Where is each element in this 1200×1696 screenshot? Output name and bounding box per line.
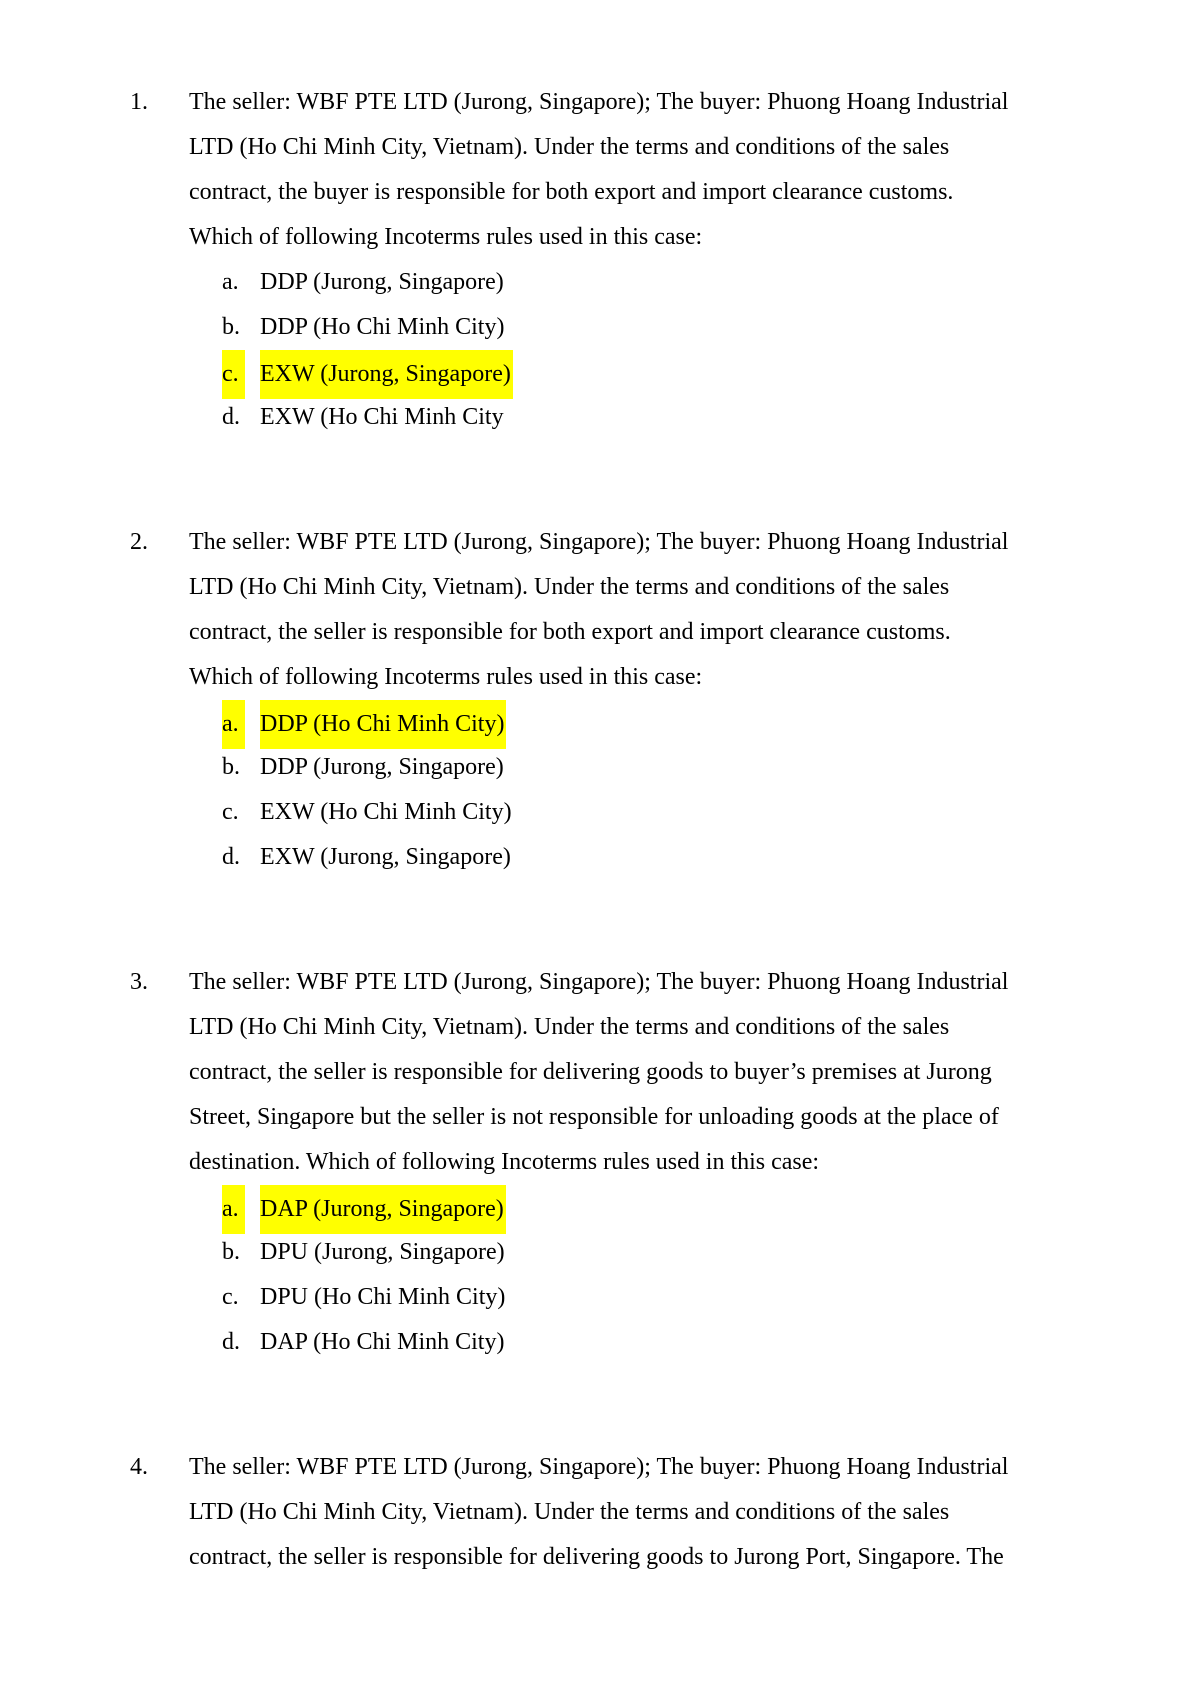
question-line: LTD (Ho Chi Minh City, Vietnam). Under the terms and conditions of the sales bbox=[189, 574, 950, 600]
question-line: LTD (Ho Chi Minh City, Vietnam). Under the terms and conditions of the sales bbox=[189, 1014, 950, 1040]
question-line: Street, Singapore but the seller is not responsible for unloading goods at the place of bbox=[189, 1104, 999, 1130]
option-text: DAP (Jurong, Singapore) bbox=[260, 1185, 506, 1234]
question-number: 2. bbox=[130, 529, 148, 555]
question-line: The seller: WBF PTE LTD (Jurong, Singapore); The buyer: Phuong Hoang Industrial bbox=[189, 1454, 1009, 1480]
question-text bbox=[189, 960, 1099, 1185]
option-letter: b. bbox=[222, 1239, 240, 1265]
question-number: 1. bbox=[130, 89, 148, 115]
question-text bbox=[189, 80, 1099, 260]
question-line: contract, the seller is responsible for both export and import clearance customs. bbox=[189, 619, 951, 645]
question-number: 4. bbox=[130, 1454, 148, 1480]
option-text: DDP (Ho Chi Minh City) bbox=[260, 700, 506, 749]
question-line: Which of following Incoterms rules used in this case: bbox=[189, 224, 703, 250]
question-line: LTD (Ho Chi Minh City, Vietnam). Under the terms and conditions of the sales bbox=[189, 1499, 950, 1525]
option-text: EXW (Jurong, Singapore) bbox=[260, 844, 511, 870]
option-text: DPU (Ho Chi Minh City) bbox=[260, 1284, 506, 1310]
question-line: The seller: WBF PTE LTD (Jurong, Singapore); The buyer: Phuong Hoang Industrial bbox=[189, 529, 1009, 555]
option-letter: c. bbox=[222, 350, 245, 399]
option-text: DDP (Jurong, Singapore) bbox=[260, 269, 504, 295]
question-line: contract, the seller is responsible for delivering goods to Jurong Port, Singapore. The bbox=[189, 1544, 1004, 1570]
option-text: DAP (Ho Chi Minh City) bbox=[260, 1329, 505, 1355]
question-line: Which of following Incoterms rules used in this case: bbox=[189, 664, 703, 690]
question-number: 3. bbox=[130, 969, 148, 995]
option-text: EXW (Ho Chi Minh City bbox=[260, 404, 504, 430]
question-text bbox=[189, 520, 1099, 700]
question-line: destination. Which of following Incoterms rules used in this case: bbox=[189, 1149, 820, 1175]
option-text: DDP (Ho Chi Minh City) bbox=[260, 314, 505, 340]
option-letter: d. bbox=[222, 1329, 240, 1355]
option-letter: a. bbox=[222, 700, 245, 749]
question-text bbox=[189, 1445, 1099, 1580]
question-line: The seller: WBF PTE LTD (Jurong, Singapore); The buyer: Phuong Hoang Industrial bbox=[189, 89, 1009, 115]
option-letter: c. bbox=[222, 1284, 239, 1310]
option-text: DDP (Jurong, Singapore) bbox=[260, 754, 504, 780]
option-letter: c. bbox=[222, 799, 239, 825]
option-letter: b. bbox=[222, 314, 240, 340]
question-line: contract, the seller is responsible for delivering goods to buyer’s premises at Jurong bbox=[189, 1059, 992, 1085]
option-text: EXW (Ho Chi Minh City) bbox=[260, 799, 512, 825]
question-line: LTD (Ho Chi Minh City, Vietnam). Under the terms and conditions of the sales bbox=[189, 134, 950, 160]
option-letter: a. bbox=[222, 269, 239, 295]
option-text: EXW (Jurong, Singapore) bbox=[260, 350, 513, 399]
option-letter: b. bbox=[222, 754, 240, 780]
question-line: contract, the buyer is responsible for both export and import clearance customs. bbox=[189, 179, 954, 205]
option-letter: d. bbox=[222, 404, 240, 430]
option-letter: d. bbox=[222, 844, 240, 870]
option-letter: a. bbox=[222, 1185, 245, 1234]
question-line: The seller: WBF PTE LTD (Jurong, Singapore); The buyer: Phuong Hoang Industrial bbox=[189, 969, 1009, 995]
option-text: DPU (Jurong, Singapore) bbox=[260, 1239, 505, 1265]
